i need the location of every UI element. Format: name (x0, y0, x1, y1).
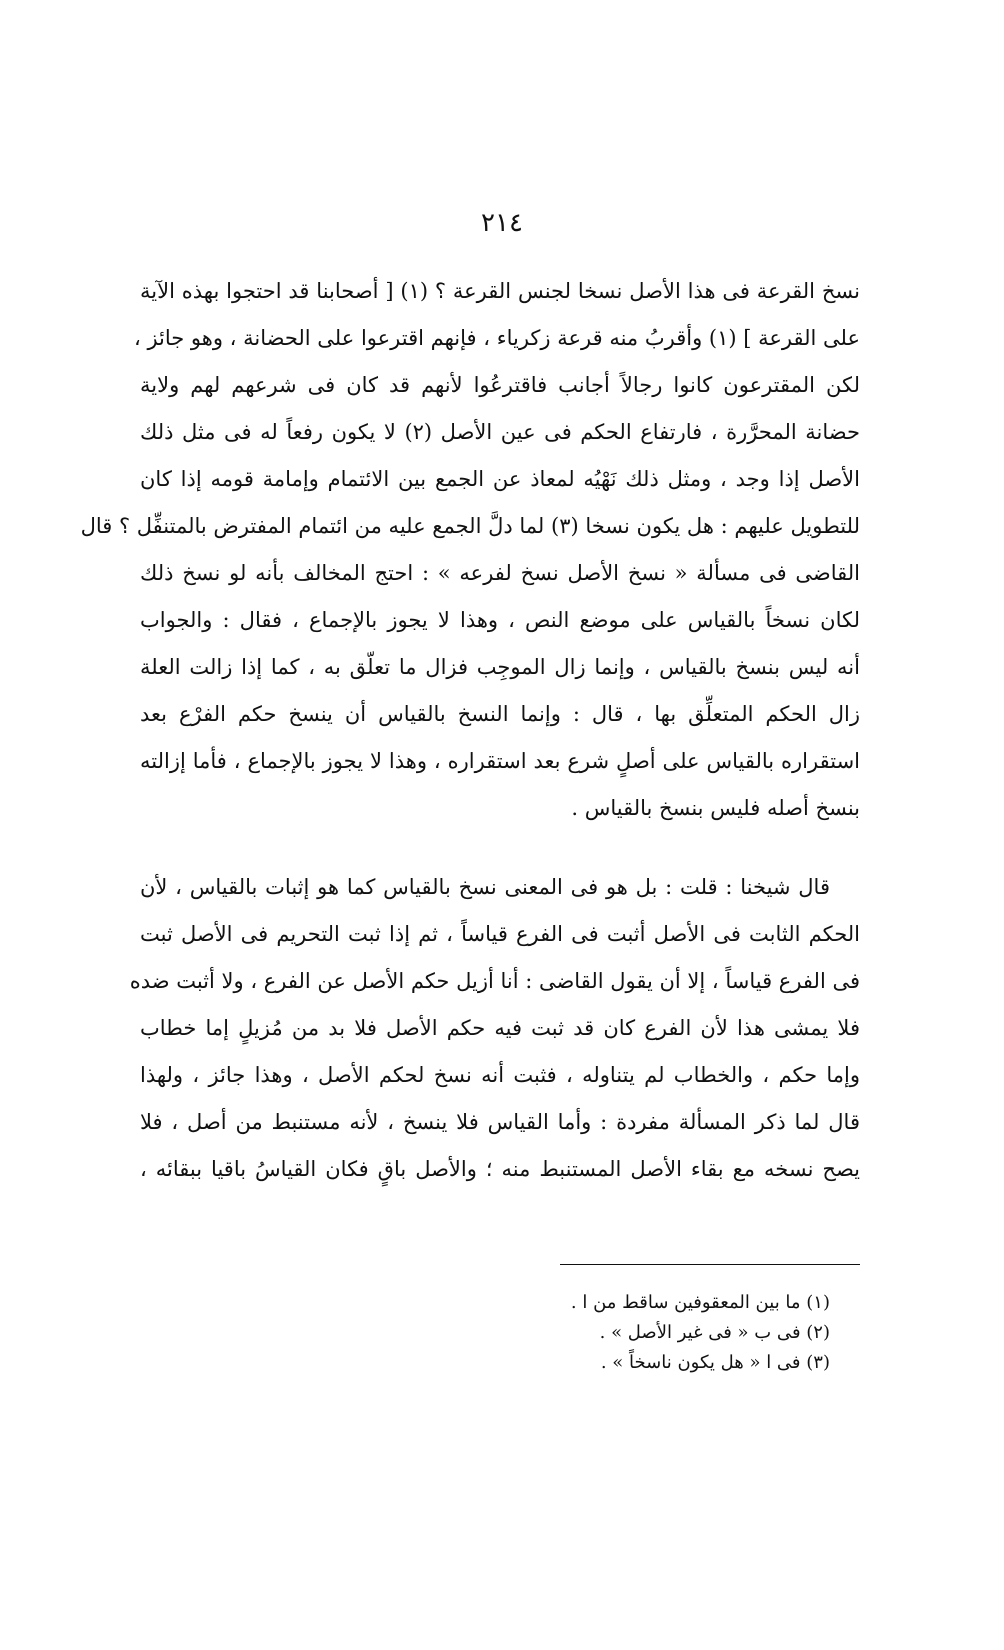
text-line: وإما حكم ، والخطاب لم يتناوله ، فثبت أنه نسخ لحكم الأصل ، وهذا جائز ، ولهذا (140, 1063, 860, 1087)
text-line: استقراره بالقياس على أصلٍ شرع بعد استقراره ، وهذا لا يجوز بالإجماع ، فأما إزالته (140, 749, 860, 773)
text-line: لكان نسخاً بالقياس على موضع النص ، وهذا لا يجوز بالإجماع ، فقال : والجواب (140, 608, 860, 632)
footnote-divider (560, 1264, 860, 1265)
text-line: الأصل إذا وجد ، ومثل ذلك نَهْيُه لمعاذ عن الجمع بين الائتمام وإمامة قومه إذا كان (140, 467, 860, 491)
page-number: ٢١٤ (481, 208, 523, 238)
text-line: زال الحكم المتعلِّق بها ، قال : وإنما النسخ بالقياس أن ينسخ حكم الفرْع بعد (140, 702, 860, 726)
text-line: الحكم الثابت فى الأصل أثبت فى الفرع قياساً ، ثم إذا ثبت التحريم فى الأصل ثبت (140, 922, 860, 946)
text-line: فى الفرع قياساً ، إلا أن يقول القاضى : أنا أزيل حكم الأصل عن الفرع ، ولا أثبت ضده (129, 969, 860, 993)
text-line: للتطويل عليهم : هل يكون نسخا (٣) لما دلَّ الجمع عليه من ائتمام المفترض بالمتنفِّل ؟ قال (80, 514, 860, 538)
text-line: حضانة المحرَّرة ، فارتفاع الحكم فى عين الأصل (٢) لا يكون رفعاً له فى مثل ذلك (140, 420, 860, 444)
footnotes (450, 1288, 830, 1378)
paragraph-2 (129, 864, 860, 1193)
text-line: القاضى فى مسألة « نسخ الأصل نسخ لفرعه » : احتج المخالف بأنه لو نسخ ذلك (140, 561, 860, 585)
main-text (80, 268, 860, 1193)
text-line: لكن المقترعون كانوا رجالاً أجانب فاقترعُوا لأنهم قد كان فى شرعهم لهم ولاية (140, 373, 860, 397)
paragraph-1 (80, 268, 860, 832)
text-line: يصح نسخه مع بقاء الأصل المستنبط منه ؛ والأصل باقٍ فكان القياسُ باقيا ببقائه ، (140, 1157, 860, 1181)
text-line: أنه ليس بنسخ بالقياس ، وإنما زال الموجِب فزال ما تعلّق به ، كما إذا زالت العلة (140, 655, 860, 679)
text-line: قال لما ذكر المسألة مفردة : وأما القياس فلا ينسخ ، لأنه مستنبط من أصل ، فلا (140, 1110, 860, 1134)
text-line: فلا يمشى هذا لأن الفرع كان قد ثبت فيه حكم الأصل فلا بد من مُزيلٍ إما خطاب (140, 1016, 860, 1040)
footnote: (٣) فى ا « هل يكون ناسخاً » . (600, 1352, 830, 1373)
text-line: نسخ القرعة فى هذا الأصل نسخا لجنس القرعة ؟ (١) [ أصحابنا قد احتجوا بهذه الآية (140, 279, 860, 303)
text-line: على القرعة ] (١) وأقربُ منه قرعة زكرياء ، فإنهم اقترعوا على الحضانة ، وهو جائز ، (133, 326, 860, 350)
footnote: (٢) فى ب « فى غير الأصل » . (599, 1322, 830, 1343)
text-line: بنسخ أصله فليس بنسخ بالقياس . (571, 796, 860, 820)
text-line: قال شيخنا : قلت : بل هو فى المعنى نسخ بالقياس كما هو إثبات بالقياس ، لأن (140, 875, 830, 899)
footnote: (١) ما بين المعقوفين ساقط من ا . (570, 1292, 830, 1313)
